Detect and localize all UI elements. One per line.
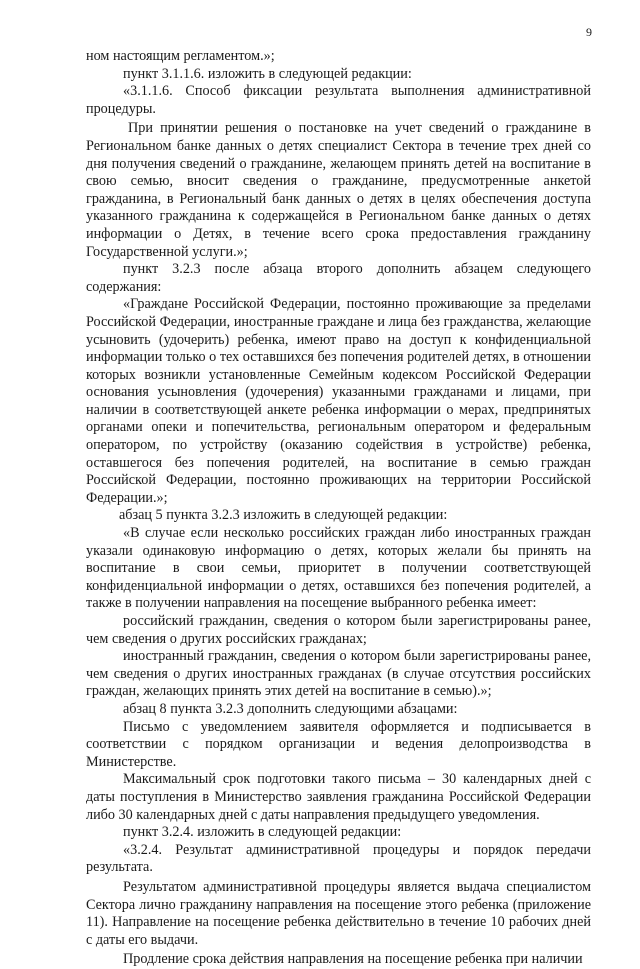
paragraph: ном настоящим регламентом.»;	[86, 48, 275, 64]
paragraph: иностранный гражданин, сведения о котором были зарегистрированы ранее, чем сведения о других иностранных гражданах (в случае отсутствия российских граждан, желающих принять этих детей на воспитание в семью).»;	[86, 648, 591, 700]
paragraph: «Граждане Российской Федерации, постоянно проживающие за пределами Российской Федерации, иностранные граждане и лица без гражданства, желающие усыновить (удочерить) ребенка, имеют право на доступ к конфиденциальной информации только о тех оставшихся без попечения родителей детях, в отношении которых возникли установленные Семейным кодексом Российской Федерации основания усыновления (удочерения) указанными гражданами и лицами, при наличии в соответствующей анкете ребенка информации о мерах, предпринятых органами опеки и попечительства, региональным оператором и федеральным оператором, по устройству (оказанию содействия в устройстве) ребенка, оставшегося без попечения родителей, на воспитание в семью граждан Российской Федерации, постоянно проживающих на территории Российской Федерации.»;	[86, 296, 591, 506]
paragraph: При принятии решения о постановке на учет сведений о гражданине в Региональном банке данных о детях специалист Сектора в течение трех дней со дня получения сведений о гражданине, желающем принять детей на воспитание в свою семью, вносит сведения о гражданине, предусмотренные анкетой гражданина, в Региональный банк данных о детях в целях обеспечения доступа указанного гражданина к содержащейся в Региональном банке данных о детях информации о Детях, в течение всего срока предоставления гражданину Государственной услуги.»;	[86, 120, 591, 260]
paragraph: «В случае если несколько российских граждан либо иностранных граждан указали одинаковую информацию о детях, которых желали бы принять на воспитание в свои семьи, приоритет в получении соответствующей конфиденциальной информации о детях, оставшихся без попечения родителей, а также в получении направления на посещение выбранного ребенка имеет:	[86, 525, 591, 612]
document-body	[86, 48, 591, 969]
paragraph: Письмо с уведомлением заявителя оформляется и подписывается в соответствии с порядком организации и ведения делопроизводства в Министерстве.	[86, 718, 591, 770]
paragraph: Результатом административной процедуры является выдача специалистом Сектора лично гражданину направления на посещение этого ребенка (приложение 11). Направление на посещение ребенка действительно в течение 10 рабочих дней с даты его выдачи.	[86, 878, 591, 948]
paragraph: пункт 3.2.3 после абзаца второго дополнить абзацем следующего содержания:	[86, 261, 591, 295]
paragraph: Максимальный срок подготовки такого письма – 30 календарных дней с даты поступления в Министерство заявления гражданина Российской Федерации либо 30 календарных дней с даты направления предыдущего уведомления.	[86, 771, 591, 823]
paragraph: абзац 8 пункта 3.2.3 дополнить следующими абзацами:	[123, 700, 458, 717]
paragraph: «3.2.4. Результат административной процедуры и порядок передачи результата.	[86, 841, 591, 876]
paragraph: российский гражданин, сведения о котором были зарегистрированы ранее, чем сведения о других российских гражданах;	[86, 613, 591, 647]
page-number: 9	[586, 25, 592, 39]
paragraph: абзац 5 пункта 3.2.3 изложить в следующей редакции:	[119, 507, 448, 524]
paragraph: Продление срока действия направления на посещение ребенка при наличии	[123, 951, 583, 968]
paragraph: пункт 3.2.4. изложить в следующей редакции:	[123, 824, 402, 841]
paragraph: «3.1.1.6. Способ фиксации результата выполнения административной процедуры.	[86, 83, 591, 117]
paragraph: пункт 3.1.1.6. изложить в следующей редакции:	[123, 65, 412, 82]
